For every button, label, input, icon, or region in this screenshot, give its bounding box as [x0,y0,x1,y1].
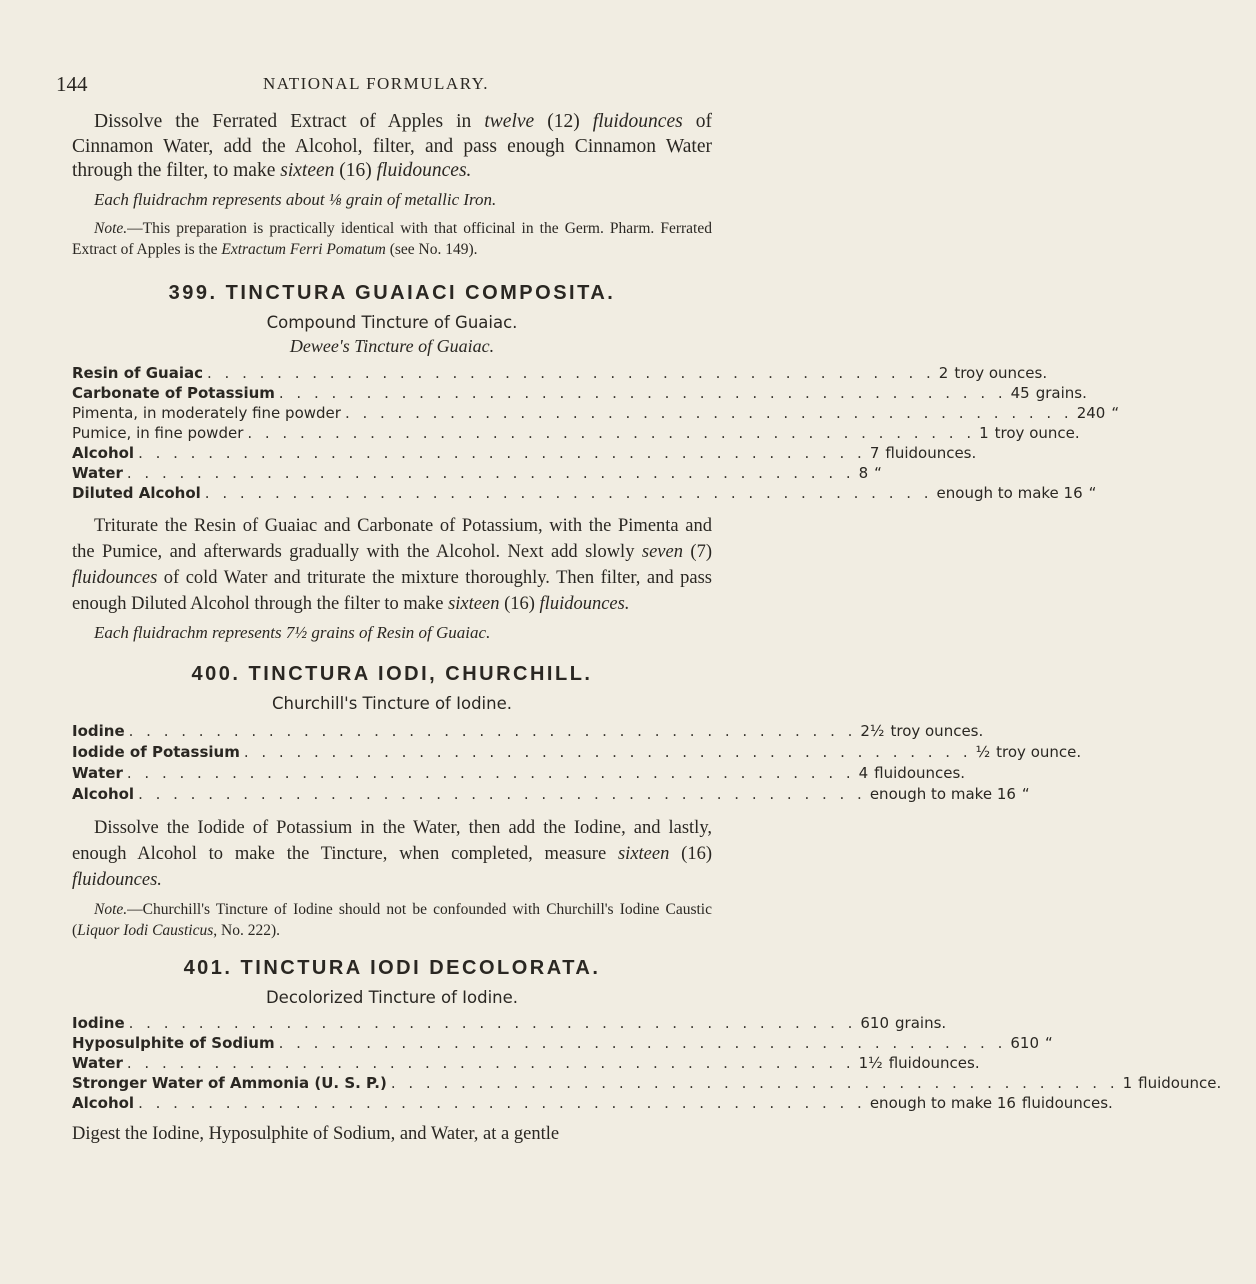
directions-399: Triturate the Resin of Guaiac and Carbonate of Potassium, with the Pimenta and the Pumice, and afterwards gradually with the Alcohol. Next add slowly seven (7) fluidounces of cold Water and triturate the mixture thoroughly. Then filter, and pass enough Diluted Alcohol through the filter to make sixteen (16) fluidounces. [72,515,712,614]
section-subtitle-401: Decolorized Tincture of Iodine. [265,987,519,1007]
section-subtitle-399: Compound Tincture of Guaiac. [266,312,518,332]
directions-400: Dissolve the Iodide of Potassium in the Water, then add the Iodine, and lastly, enough Alcohol to make the Tincture, when completed, measure sixteen (16) fluidounces. [72,817,712,890]
ingredient-row: Iodine . . . . . . . . . . . . . . . . . . . . . . . . . . . . . . . . . . . . . . . . . . 2½ troy ounces. [72,721,984,740]
ingredient-row: Pumice, in fine powder . . . . . . . . . . . . . . . . . . . . . . . . . . . . . . . . . . . . . . . . . . 1 troy ounce. [72,423,1080,442]
intro-each-fluidrachm: Each fluidrachm represents about ⅛ grain of metallic Iron. [94,189,497,209]
intro-note: Note.—This preparation is practically identical with that officinal in the Germ. Pharm. Ferrated Extract of Apples is the Extractum Ferri Pomatum (see No. 149). [72,219,712,258]
ingredient-row: Alcohol . . . . . . . . . . . . . . . . . . . . . . . . . . . . . . . . . . . . . . . . . . enough to make 16 fluidounces. [72,1093,1113,1112]
ingredient-row: Carbonate of Potassium . . . . . . . . . . . . . . . . . . . . . . . . . . . . . . . . . . . . . . . . . . 45 grains. [72,383,1087,402]
each-fluidrachm-399: Each fluidrachm represents 7½ grains of Resin of Guaiac. [94,622,491,642]
page-content [72,110,1222,1147]
ingredient-row: Alcohol . . . . . . . . . . . . . . . . . . . . . . . . . . . . . . . . . . . . . . . . . . enough to make 16 “ [72,784,1030,803]
ingredient-row: Water . . . . . . . . . . . . . . . . . . . . . . . . . . . . . . . . . . . . . . . . . . 4 fluidounces. [72,763,966,782]
page-header [56,72,696,102]
section-heading-400: 400. TINCTURA IODI, CHURCHILL. [191,662,593,685]
ingredient-row: Iodide of Potassium . . . . . . . . . . . . . . . . . . . . . . . . . . . . . . . . . . . . . . . . . . ½ troy ounce. [72,742,1082,761]
section-alt-title-399: Dewee's Tincture of Guaiac. [289,335,495,356]
note-400: Note.—Churchill's Tincture of Iodine should not be confounded with Churchill's Iodine Caustic (Liquor Iodi Causticus, No. 222). [72,900,712,939]
ingredient-row: Alcohol . . . . . . . . . . . . . . . . . . . . . . . . . . . . . . . . . . . . . . . . . . 7 fluidounces. [72,443,977,462]
ingredient-row: Pimenta, in moderately fine powder . . . . . . . . . . . . . . . . . . . . . . . . . . . . . . . . . . . . . . . . . . 240 “ [72,403,1120,422]
page-number: 144 [56,72,88,96]
section-heading-399: 399. TINCTURA GUAIACI COMPOSITA. [168,281,616,304]
ingredient-row: Iodine . . . . . . . . . . . . . . . . . . . . . . . . . . . . . . . . . . . . . . . . . . 610 grains. [72,1013,947,1032]
formula-400 [72,721,1082,805]
formula-399 [72,363,1120,503]
directions-401: Digest the Iodine, Hyposulphite of Sodium, and Water, at a gentle [72,1123,560,1144]
ingredient-row: Hyposulphite of Sodium . . . . . . . . . . . . . . . . . . . . . . . . . . . . . . . . . . . . . . . . . . 610 “ [72,1033,1053,1052]
ingredient-row: Water . . . . . . . . . . . . . . . . . . . . . . . . . . . . . . . . . . . . . . . . . . 8 “ [72,463,882,482]
ingredient-row: Water . . . . . . . . . . . . . . . . . . . . . . . . . . . . . . . . . . . . . . . . . . 1½ fluidounces. [72,1053,980,1072]
section-heading-401: 401. TINCTURA IODI DECOLORATA. [183,956,601,979]
ingredient-row: Resin of Guaiac . . . . . . . . . . . . . . . . . . . . . . . . . . . . . . . . . . . . . . . . . . 2 troy ounces. [72,363,1048,382]
section-subtitle-400: Churchill's Tincture of Iodine. [272,693,512,713]
ingredient-row: Stronger Water of Ammonia (U. S. P.) . . . . . . . . . . . . . . . . . . . . . . . . . . . . . . . . . . . . . . . . . . 1 fluidounce. [72,1073,1222,1092]
intro-paragraph: Dissolve the Ferrated Extract of Apples in twelve (12) fluidounces of Cinnamon Water, add the Alcohol, filter, and pass enough Cinnamon Water through the filter, to make sixteen (16) fluidounces. [72,111,712,181]
ingredient-row: Diluted Alcohol . . . . . . . . . . . . . . . . . . . . . . . . . . . . . . . . . . . . . . . . . . enough to make 16 “ [72,483,1097,502]
formula-401 [72,1013,1222,1113]
running-head: NATIONAL FORMULARY. [263,74,489,93]
